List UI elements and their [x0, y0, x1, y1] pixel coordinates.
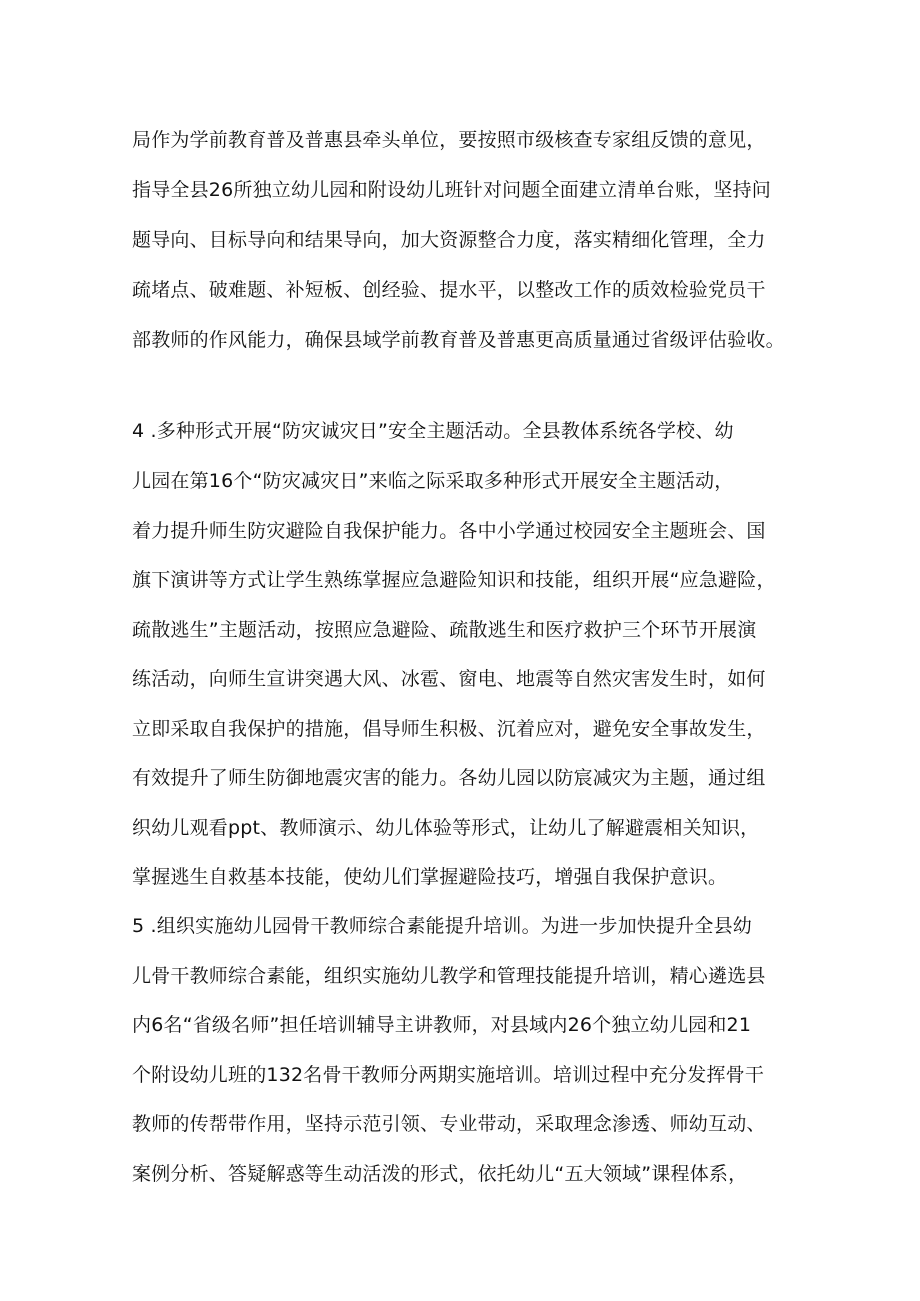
- text-line: 题导向、目标导向和结果导向，加大资源整合力度，落实精细化管理，全力: [132, 229, 766, 251]
- text-line: 立即采取自我保护的措施，倡导师生积极、沉着应对，避免安全事故发生，: [132, 718, 766, 740]
- text-line: 个附设幼儿班的132名骨干教师分两期实施培训。培训过程中充分发挥骨干: [132, 1064, 765, 1086]
- text-line: 案例分析、答疑解惑等生动活泼的形式，依托幼儿“五大领域”课程体系，: [132, 1163, 748, 1185]
- text-line: 练活动，向师生宣讲突遇大风、冰雹、窗电、地震等自然灾害发生时，如何: [132, 668, 766, 690]
- text-line: 着力提升师生防灾避险自我保护能力。各中小学通过校园安全主题班会、国: [132, 520, 766, 542]
- text-line: 儿园在第16个“防灾减灾日”来临之际采取多种形式开展安全主题活动，: [132, 470, 734, 492]
- text-line: 5 .组织实施幼儿园骨干教师综合素能提升培训。为进一步加快提升全县幼: [132, 915, 752, 937]
- text-line: 疏堵点、破难题、补短板、创经验、提水平，以整改工作的质效检验党员干: [132, 279, 766, 301]
- text-line: 局作为学前教育普及普惠县牵头单位，要按照市级核查专家组反馈的意见，: [132, 129, 766, 151]
- text-line: 4 .多种形式开展“防灾诚灾日”安全主题活动。全县教体系统各学校、幼: [132, 420, 734, 442]
- text-line: 织幼儿观看ppt、教师演示、幼儿体验等形式，让幼儿了解避震相关知识，: [132, 817, 760, 839]
- text-line: 教师的传帮带作用，坚持示范引领、专业带动，采取理念渗透、师幼互动、: [132, 1113, 766, 1135]
- text-line: 儿骨干教师综合素能，组织实施幼儿教学和管理技能提升培训，精心遴选县: [132, 965, 766, 987]
- text-line: 旗下演讲等方式让学生熟练掌握应急避险知识和技能，组织开展“应急避险，: [132, 569, 776, 591]
- text-line: 内6名“省级名师”担任培训辅导主讲教师，对县域内26个独立幼儿园和21: [132, 1014, 752, 1036]
- text-line: 掌握逃生自救基本技能，使幼儿们掌握避险技巧，增强自我保护意识。: [132, 866, 728, 888]
- text-line: 部教师的作风能力，确保县域学前教育普及普惠更高质量通过省级评估验收。: [132, 329, 785, 351]
- text-line: 有效提升了师生防御地震灾害的能力。各幼儿园以防宸减灾为主题，通过组: [132, 767, 766, 789]
- text-line: 指导全县26所独立幼儿园和附设幼儿班针对问题全面建立清单台账，坚持问: [132, 179, 771, 201]
- text-line: 疏散逃生”主题活动，按照应急避险、疏散逃生和医疗救护三个环节开展演: [132, 619, 757, 641]
